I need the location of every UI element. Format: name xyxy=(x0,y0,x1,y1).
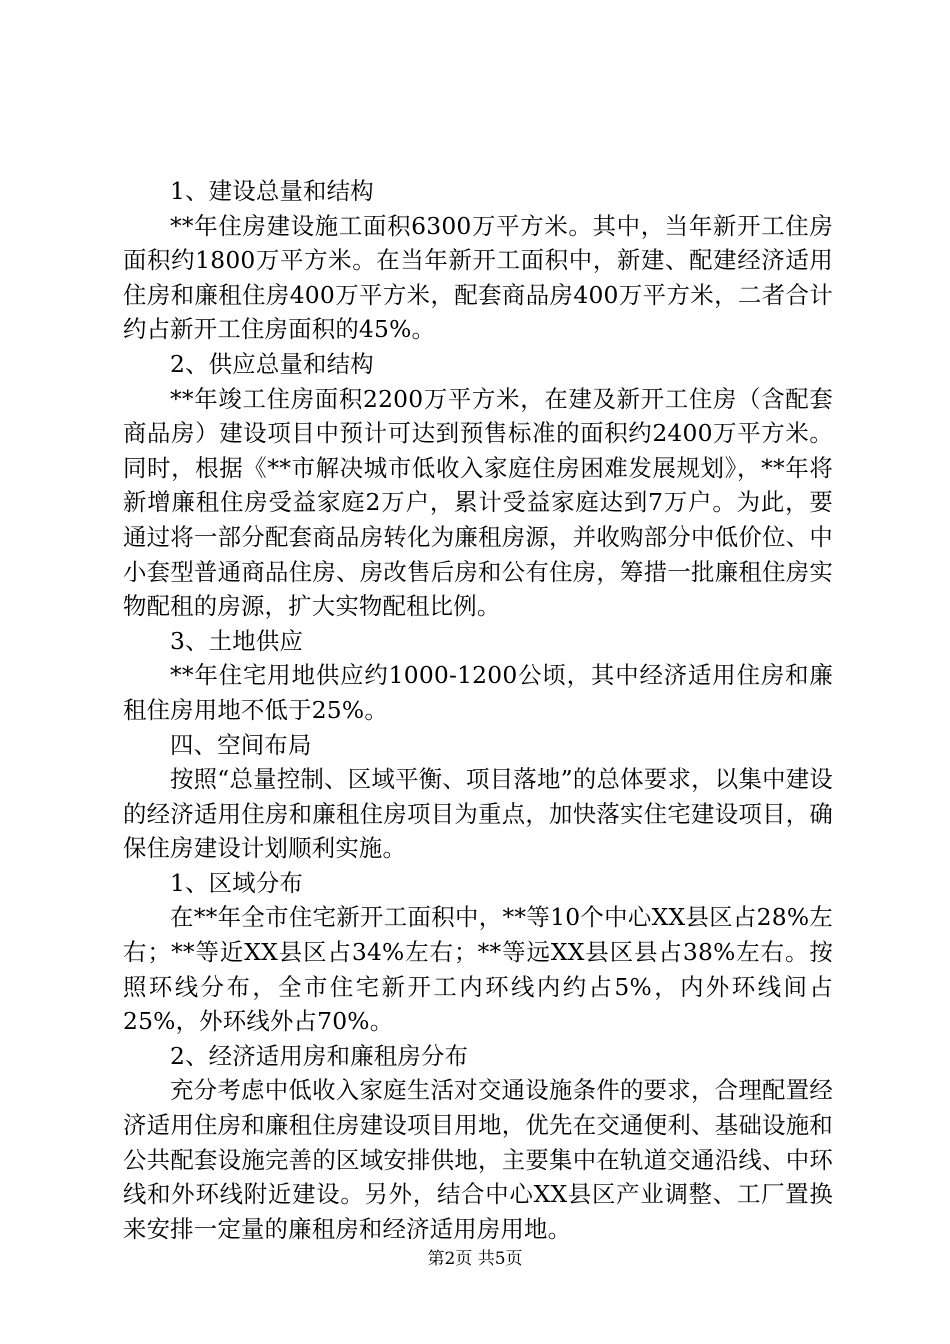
body-paragraph: 充分考虑中低收入家庭生活对交通设施条件的要求，合理配置经济适用住房和廉租住房建设项目用地，优先在交通便利、基础设施和公共配套设施完善的区域安排供地，主要集中在轨道交通沿线、中环线和外环线附近建设。另外，结合中心XX县区产业调整、工厂置换来安排一定量的廉租房和经济适用房用地。 xyxy=(123,1076,833,1243)
section-heading: 2、经济适用房和廉租房分布 xyxy=(170,1041,469,1070)
section-heading: 1、建设总量和结构 xyxy=(170,177,374,205)
body-paragraph: **年住房建设施工面积6300万平方米。其中，当年新开工住房面积约1800万平方米。在当年新开工面积中，新建、配建经济适用住房和廉租住房400万平方米，配套商品房400万平方米，二者合计约占新开工住房面积的45%。 xyxy=(123,211,833,344)
body-paragraph: 在**年全市住宅新开工面积中，**等10个中心XX县区占28%左右；**等近XX县区占34%左右；**等远XX县区县占38%左右。按照环线分布，全市住宅新开工内环线内约占5%，内外环线间占25%，外环线外占70%。 xyxy=(123,903,833,1036)
body-paragraph: **年竣工住房面积2200万平方米，在建及新开工住房（含配套商品房）建设项目中预计可达到预售标准的面积约2400万平方米。同时，根据《**市解决城市低收入家庭住房困难发展规划》，**年将新增廉租住房受益家庭2万户，累计受益家庭达到7万户。为此，要通过将一部分配套商品房转化为廉租房源，并收购部分中低价位、中小套型普通商品住房、房改售后房和公有住房，筹措一批廉租住房实物配租的房源，扩大实物配租比例。 xyxy=(123,384,833,621)
section-heading: 2、供应总量和结构 xyxy=(170,349,374,378)
page-number-footer: 第2页 共5页 xyxy=(427,1249,523,1269)
section-heading: 3、土地供应 xyxy=(170,626,304,655)
section-heading: 四、空间布局 xyxy=(170,730,312,759)
section-heading: 1、区域分布 xyxy=(170,868,304,897)
document-body xyxy=(123,174,833,1246)
body-paragraph: **年住宅用地供应约1000-1200公顷，其中经济适用住房和廉租住房用地不低于25%。 xyxy=(123,661,833,724)
body-paragraph: 按照“总量控制、区域平衡、项目落地”的总体要求，以集中建设的经济适用住房和廉租住房项目为重点，加快落实住宅建设项目，确保住房建设计划顺利实施。 xyxy=(123,765,833,863)
